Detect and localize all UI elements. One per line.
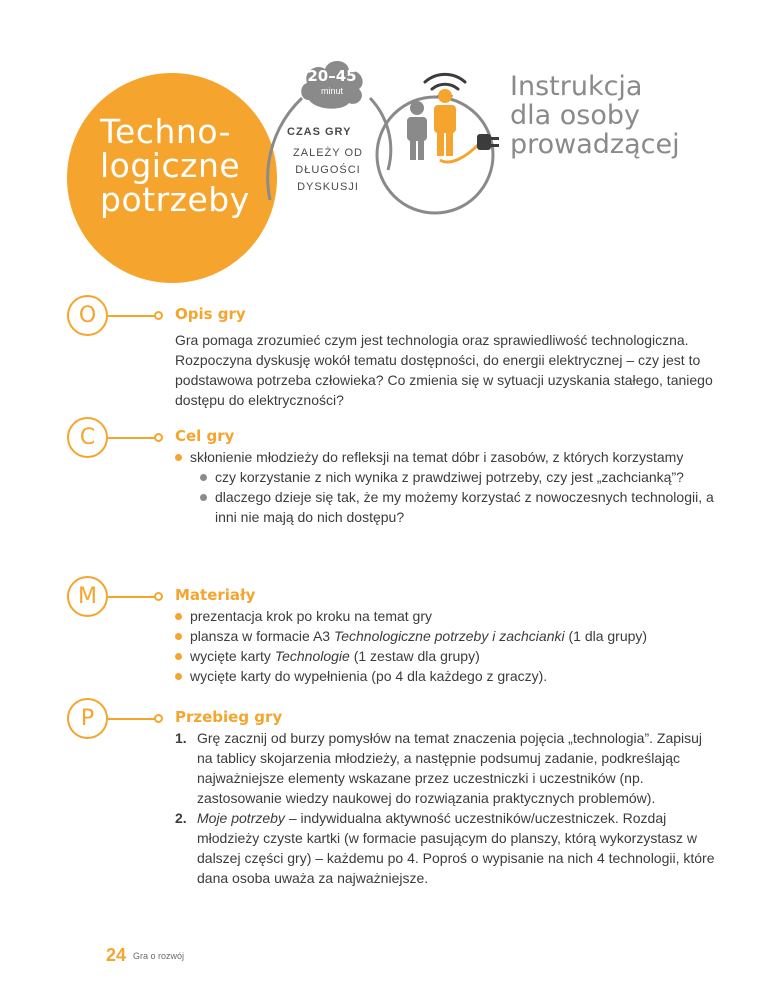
- opis-text: Gra pomaga zrozumieć czym jest technologia oraz sprawiedliwość technologiczna. Rozpoczyna dyskusję wokół tematu dostępności, do energii elektrycznej – czy jest to podstawowa potrzeba człowieka? Co zmienia się w sytuacji uzyskania stałego, taniego dostępu do elektryczności?: [175, 332, 713, 408]
- section-letter-o: O: [67, 295, 108, 336]
- czas-gry-label: CZAS GRY: [287, 126, 352, 138]
- section-heading-opis: Opis gry: [175, 305, 246, 323]
- section-letter-c: C: [67, 417, 108, 458]
- section-connector: [108, 718, 156, 720]
- section-connector: [108, 437, 156, 439]
- list-item: czy korzystanie z nich wynika z prawdziwej potrzeby, czy jest „zachcianką”?: [200, 467, 715, 487]
- list-item: 2. Moje potrzeby – indywidualna aktywność uczestników/uczestniczek. Rozdaj młodzieży czyste kartki (w formacie pasującym do planszy, którą wykorzystasz w dalszej części gry) – każdemu po 4. Poproś o wypisanie na nich 4 technologii, które dana osoba uważa za najważniejsze.: [175, 810, 715, 886]
- list-item: wycięte karty Technologie (1 zestaw dla grupy): [175, 646, 715, 666]
- section-connector-dot: [154, 592, 163, 601]
- section-connector-dot: [154, 433, 163, 442]
- timer-unit: minut: [320, 86, 343, 96]
- page-number: 24: [106, 945, 127, 965]
- section-connector: [108, 596, 156, 598]
- list-item: plansza w formacie A3 Technologiczne potrzeby i zachcianki (1 dla grupy): [175, 626, 715, 646]
- section-heading-materialy: Materiały: [175, 586, 256, 604]
- section-letter-p: P: [67, 698, 108, 739]
- instruction-heading: Instrukcja dla osoby prowadzącej: [510, 71, 680, 160]
- czas-gry-value: ZALEŻY OD DŁUGOŚCI DYSKUSJI: [293, 147, 363, 193]
- section-connector-dot: [154, 311, 163, 320]
- section-connector-dot: [154, 714, 163, 723]
- game-title: Techno- logiczne potrzeby: [100, 112, 250, 219]
- footer-title: Gra o rozwój: [133, 951, 185, 961]
- section-heading-przebieg: Przebieg gry: [175, 708, 283, 726]
- section-letter-m: M: [67, 576, 108, 617]
- list-item: dlaczego dzieje się tak, że my możemy korzystać z nowoczesnych technologii, a inni nie mają do nich dostępu?: [200, 487, 715, 527]
- list-item: wycięte karty do wypełnienia (po 4 dla każdego z graczy).: [175, 666, 715, 686]
- people-plug-icon: [395, 62, 505, 172]
- section-connector: [108, 315, 156, 317]
- list-item: 1. Grę zacznij od burzy pomysłów na temat znaczenia pojęcia „technologia”. Zapisuj na tablicy skojarzenia młodzieży, a następnie podsumuj zadanie, podkreślając najważniejsze elementy wskazane przez uczestniczki i uczestników (np. zastosowanie wiedzy naukowej do rozwiązania praktycznych problemów).: [175, 730, 703, 806]
- timer-range: 20–45: [307, 67, 357, 85]
- przebieg-list: [175, 728, 715, 888]
- list-item: skłonienie młodzieży do refleksji na temat dóbr i zasobów, z których korzystamy czy korzystanie z nich wynika z prawdziwej potrzeby, czy jest „zachcianką”? dlaczego dzieje się tak, że my możemy korzystać z nowoczesnych technologii, a inni nie mają do nich dostępu?: [175, 447, 715, 527]
- section-heading-cel: Cel gry: [175, 427, 235, 445]
- list-item: prezentacja krok po kroku na temat gry: [175, 606, 715, 626]
- cel-list: [175, 447, 715, 527]
- materialy-list: [175, 606, 715, 686]
